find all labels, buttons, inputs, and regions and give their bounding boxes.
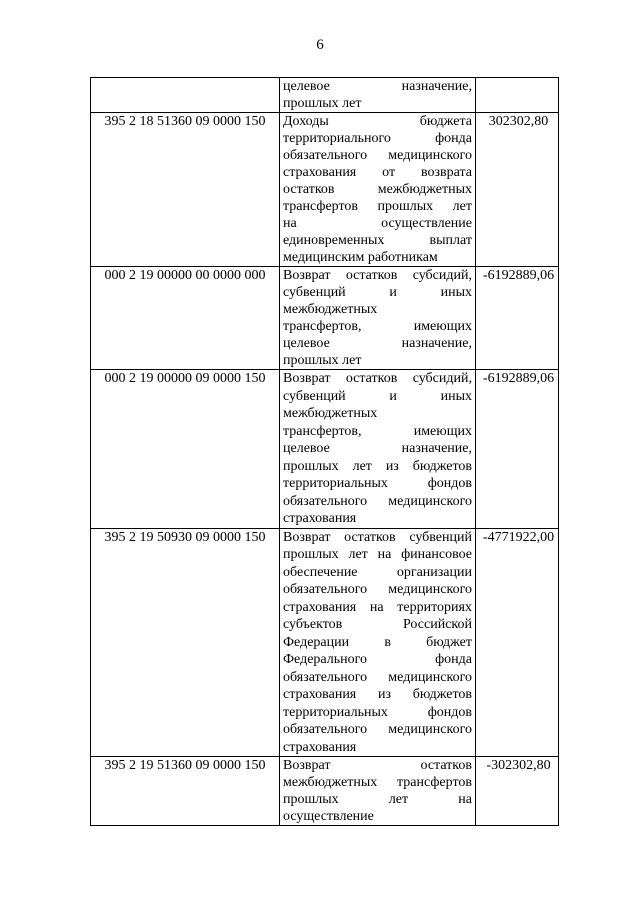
table-row <box>91 370 559 529</box>
description-line: Возврат остатков субвенций <box>283 529 472 545</box>
description-line: Возврат остатков субсидий, <box>283 268 472 283</box>
description-line: межбюджетных <box>283 406 378 421</box>
description-line: страхования от возврата <box>283 165 472 180</box>
description-line: целевое назначение, <box>283 441 472 456</box>
description-line: территориальных фондов <box>283 476 472 491</box>
description-line: прошлых лет на финансовое <box>283 547 472 562</box>
budget-code: 395 2 18 51360 09 0000 150 <box>91 113 280 267</box>
description-line: Федерального фонда <box>283 652 472 667</box>
description-line: Возврат остатков <box>283 758 472 773</box>
description <box>280 528 476 757</box>
description-line: обязательного медицинского <box>283 669 472 685</box>
description-line: прошлых лет <box>283 353 362 368</box>
description-line: обязательного медицинского <box>283 582 472 597</box>
description-line: страхования из бюджетов <box>283 687 472 702</box>
description-line: субвенций и иных <box>283 285 472 300</box>
description-line: Возврат остатков субсидий, <box>283 371 472 386</box>
table-row <box>91 78 559 113</box>
description-line: субъектов Российской <box>283 617 472 632</box>
description-line: целевое назначение, <box>283 79 472 94</box>
table-row <box>91 267 559 370</box>
description-line: прошлых лет на <box>283 792 472 807</box>
description-line: территориальных фондов <box>283 704 472 720</box>
amount: -6192889,06 <box>476 267 559 370</box>
description-line: остатков межбюджетных <box>283 182 472 197</box>
description <box>280 113 476 267</box>
budget-code: 395 2 19 51360 09 0000 150 <box>91 757 280 826</box>
description-line: страхования на территориях <box>283 599 472 615</box>
amount: 302302,80 <box>476 113 559 267</box>
description-line: обязательного медицинского <box>283 722 472 737</box>
budget-table <box>90 77 559 826</box>
description-line: обязательного медицинского <box>283 148 472 163</box>
description-line: обеспечение организации <box>283 564 472 580</box>
description-line: единовременных выплат <box>283 233 472 248</box>
description-line: трансфертов, имеющих <box>283 319 472 334</box>
description-line: целевое назначение, <box>283 336 472 351</box>
page-number: 6 <box>316 37 324 53</box>
amount <box>476 78 559 113</box>
description-line: на осуществление <box>283 216 472 231</box>
amount: -6192889,06 <box>476 370 559 529</box>
description-line: прошлых лет <box>283 96 362 111</box>
description-line: субвенций и иных <box>283 388 472 404</box>
table-row <box>91 528 559 757</box>
description <box>280 78 476 113</box>
budget-code: 395 2 19 50930 09 0000 150 <box>91 528 280 757</box>
description-line: Федерации в бюджет <box>283 634 472 650</box>
description <box>280 370 476 529</box>
description-line: Доходы бюджета <box>283 114 472 129</box>
description-line: обязательного медицинского <box>283 493 472 509</box>
description-line: медицинским работникам <box>283 250 438 265</box>
description <box>280 267 476 370</box>
description-line: трансфертов прошлых лет <box>283 199 472 214</box>
table-row <box>91 757 559 826</box>
budget-code: 000 2 19 00000 00 0000 000 <box>91 267 280 370</box>
description-line: осуществление <box>283 809 374 824</box>
amount: -302302,80 <box>476 757 559 826</box>
amount: -4771922,00 <box>476 528 559 757</box>
budget-code <box>91 78 280 113</box>
description-line: прошлых лет из бюджетов <box>283 458 472 474</box>
description <box>280 757 476 826</box>
description-line: межбюджетных <box>283 302 378 317</box>
description-line: страхования <box>283 511 357 526</box>
description-line: территориального фонда <box>283 131 472 146</box>
description-line: межбюджетных трансфертов <box>283 775 472 790</box>
budget-code: 000 2 19 00000 09 0000 150 <box>91 370 280 529</box>
description-line: страхования <box>283 739 357 755</box>
table-row <box>91 113 559 267</box>
description-line: трансфертов, имеющих <box>283 423 472 439</box>
